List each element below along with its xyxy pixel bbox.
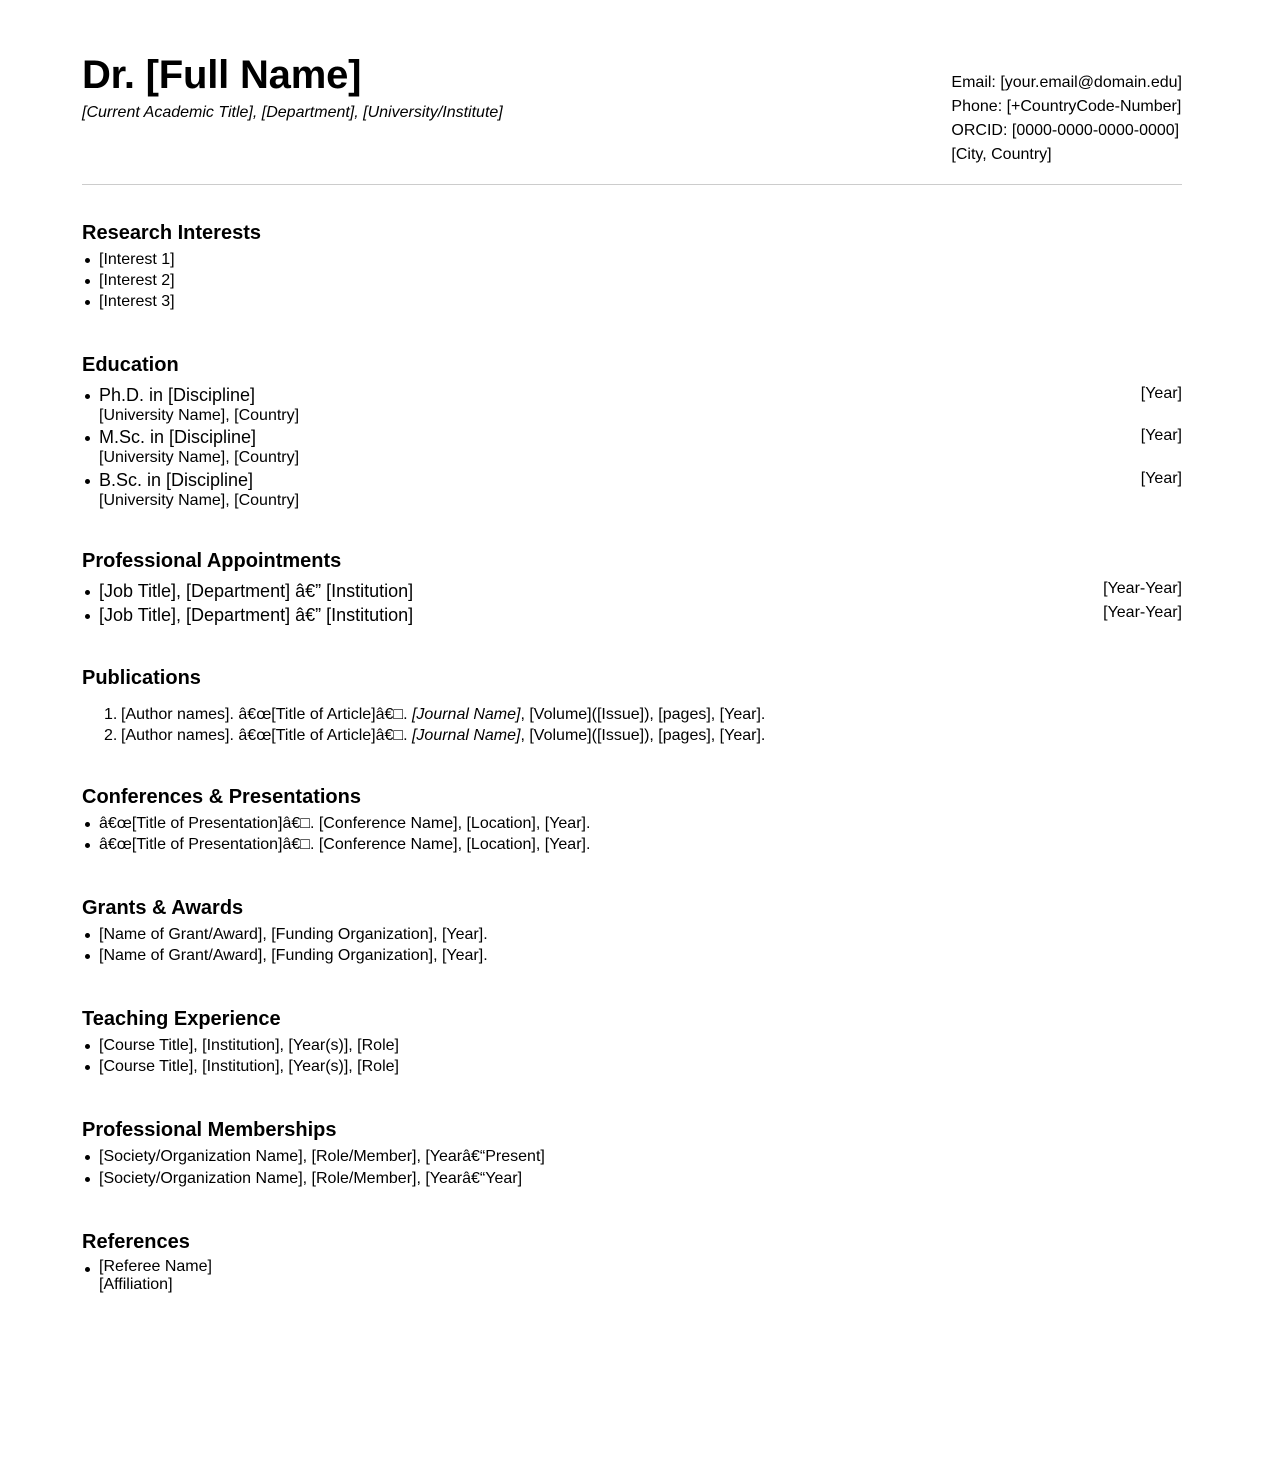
publication-details: , [Volume]([Issue]), [pages], [Year]. <box>520 727 766 744</box>
section-research-interests <box>82 221 1182 312</box>
referee-affiliation: [Affiliation] <box>99 1276 173 1293</box>
memberships-list <box>82 1146 1182 1190</box>
referee-name: [Referee Name] <box>99 1258 212 1275</box>
education-item <box>82 385 1182 427</box>
year-range: [Year-Year] <box>1103 604 1182 621</box>
section-title: Teaching Experience <box>82 1008 281 1030</box>
grants-list <box>82 924 1182 966</box>
list-item: [Name of Grant/Award], [Funding Organization], [Year]. <box>82 924 1182 945</box>
list-item: [Interest 2] <box>82 270 1182 291</box>
section-teaching <box>82 1007 1182 1077</box>
appointment-item <box>82 603 1182 627</box>
section-title: Conferences & Presentations <box>82 786 361 808</box>
publications-list <box>82 704 1182 746</box>
reference-item <box>82 1258 1182 1294</box>
section-appointments <box>82 549 1182 627</box>
references-list <box>82 1258 1182 1294</box>
year: [Year] <box>1140 385 1182 402</box>
item-number: 2. <box>104 727 118 744</box>
institution: [University Name], [Country] <box>99 449 300 466</box>
section-publications <box>82 666 1182 746</box>
journal-name: [Journal Name] <box>411 706 521 723</box>
list-item: [Course Title], [Institution], [Year(s)], [Role] <box>82 1035 1182 1056</box>
section-references <box>82 1230 1182 1294</box>
appointment-text: [Job Title], [Department] â€” [Institution] <box>99 581 414 601</box>
item-number: 1. <box>104 706 118 723</box>
contact-email: Email: [your.email@domain.edu] <box>951 74 1182 91</box>
appointment-text: [Job Title], [Department] â€” [Institution] <box>99 605 414 625</box>
contact-orcid: ORCID: [0000-0000-0000-0000] <box>951 122 1180 139</box>
degree: M.Sc. in [Discipline] <box>99 427 257 447</box>
publication-item <box>82 704 1182 725</box>
year: [Year] <box>1140 427 1182 444</box>
section-title: Research Interests <box>82 222 261 244</box>
list-item: [Name of Grant/Award], [Funding Organization], [Year]. <box>82 945 1182 966</box>
full-name: Dr. [Full Name] <box>82 53 362 97</box>
teaching-list <box>82 1035 1182 1077</box>
cv-page <box>82 0 1182 1293</box>
contact-phone: Phone: [+CountryCode-Number] <box>951 98 1182 115</box>
section-title: Education <box>82 354 179 376</box>
education-list <box>82 385 1182 512</box>
degree: B.Sc. in [Discipline] <box>99 470 254 490</box>
conferences-list <box>82 813 1182 855</box>
publication-authors-title: [Author names]. â€œ[Title of Article]â€□. <box>121 706 412 723</box>
institution: [University Name], [Country] <box>99 492 300 509</box>
appointment-item <box>82 579 1182 603</box>
academic-title: [Current Academic Title], [Department], [University/Institute] <box>82 104 503 121</box>
section-education <box>82 353 1182 512</box>
list-item: [Interest 1] <box>82 249 1182 270</box>
section-title: Professional Appointments <box>82 550 342 572</box>
section-title: Publications <box>82 667 201 689</box>
publication-authors-title: [Author names]. â€œ[Title of Article]â€□. <box>121 727 412 744</box>
year-range: [Year-Year] <box>1103 580 1182 597</box>
list-item: [Society/Organization Name], [Role/Member], [Yearâ€“Year] <box>82 1168 1182 1190</box>
list-item: â€œ[Title of Presentation]â€□. [Conference Name], [Location], [Year]. <box>82 813 1182 834</box>
education-item <box>82 470 1182 512</box>
education-item <box>82 427 1182 470</box>
contact-location: [City, Country] <box>951 146 1052 163</box>
section-grants <box>82 896 1182 966</box>
list-item: [Interest 3] <box>82 291 1182 312</box>
contact-info <box>951 71 1182 167</box>
list-item: [Society/Organization Name], [Role/Member], [Yearâ€“Present] <box>82 1146 1182 1168</box>
publication-details: , [Volume]([Issue]), [pages], [Year]. <box>520 706 766 723</box>
appointments-list <box>82 579 1182 627</box>
publication-item <box>82 725 1182 746</box>
section-title: References <box>82 1231 190 1253</box>
institution: [University Name], [Country] <box>99 407 300 424</box>
journal-name: [Journal Name] <box>411 727 521 744</box>
section-conferences <box>82 785 1182 855</box>
degree: Ph.D. in [Discipline] <box>99 385 256 405</box>
section-memberships <box>82 1118 1182 1190</box>
cv-header <box>82 0 1182 185</box>
list-item: â€œ[Title of Presentation]â€□. [Conference Name], [Location], [Year]. <box>82 834 1182 855</box>
list-item: [Course Title], [Institution], [Year(s)], [Role] <box>82 1056 1182 1077</box>
research-interests-list <box>82 249 1182 312</box>
section-title: Grants & Awards <box>82 897 244 919</box>
year: [Year] <box>1140 470 1182 487</box>
section-title: Professional Memberships <box>82 1119 337 1141</box>
